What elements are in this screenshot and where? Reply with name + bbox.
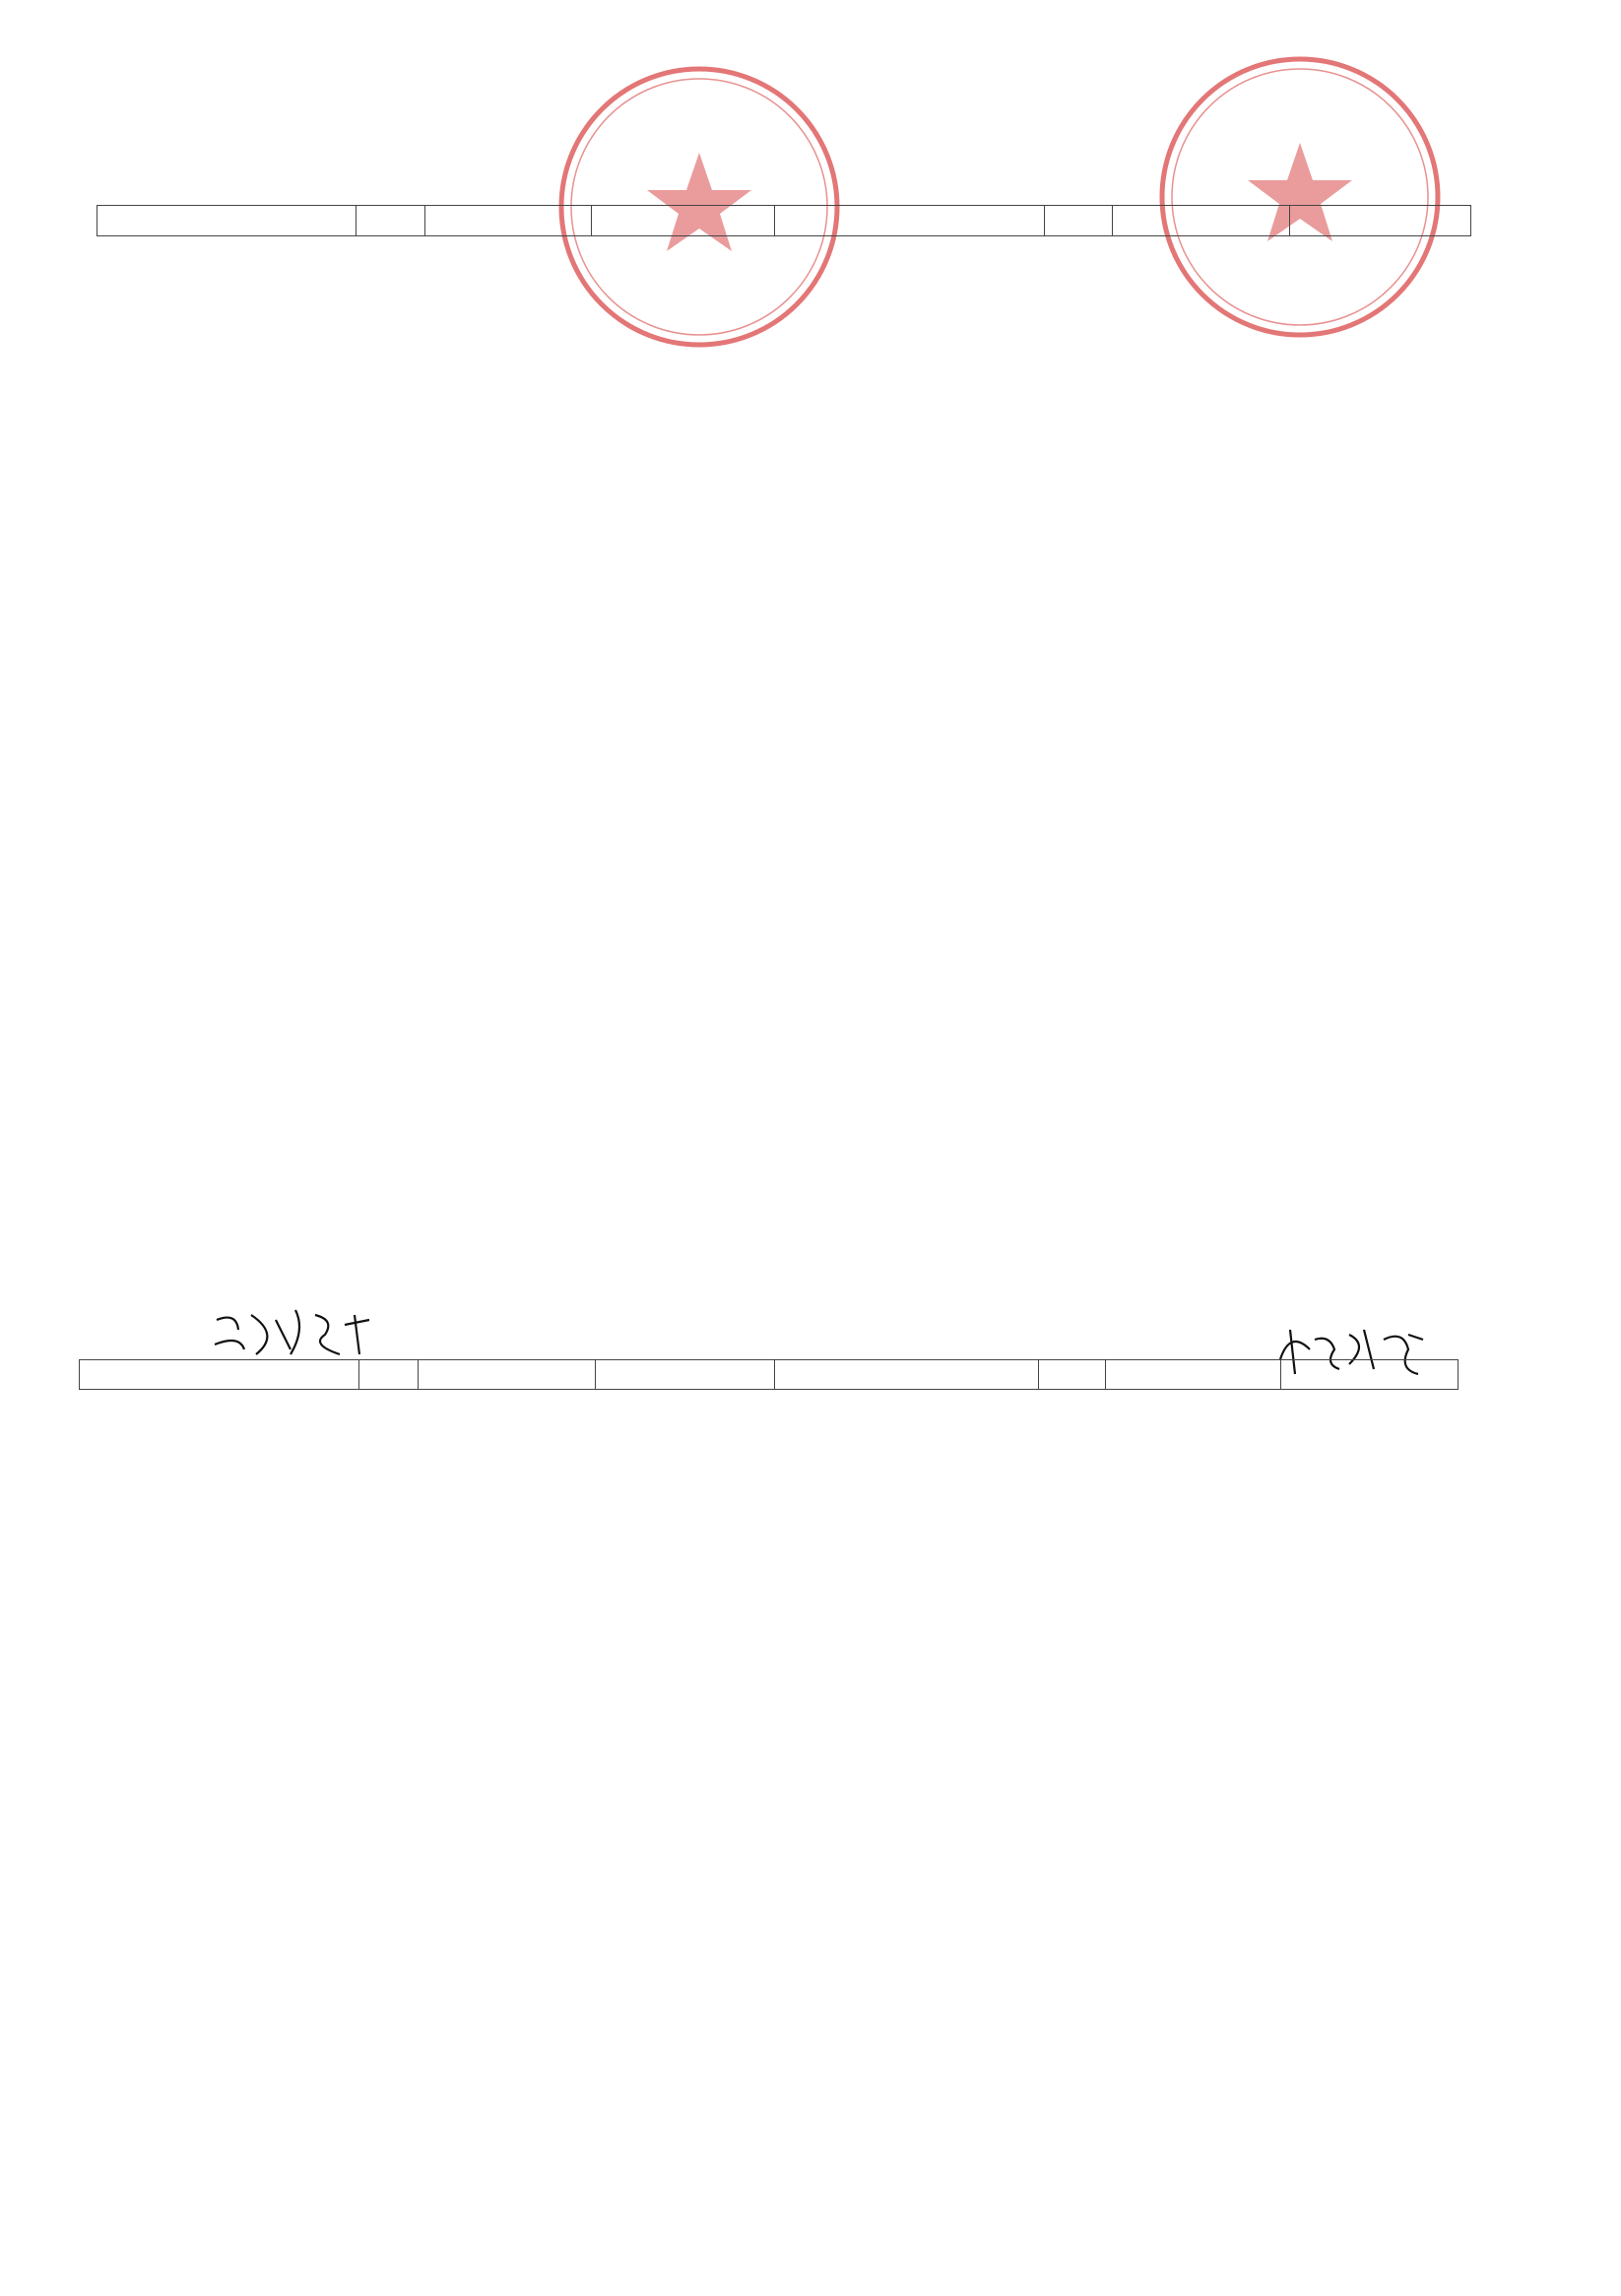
col-item-right — [775, 206, 1045, 236]
col-ytd-right — [1281, 1360, 1459, 1390]
col-seq — [359, 1360, 419, 1390]
income-table-top — [97, 205, 1471, 236]
col-item — [97, 206, 357, 236]
table-header-row — [97, 206, 1471, 236]
table-header-row — [80, 1360, 1459, 1390]
col-seq-right — [1044, 206, 1112, 236]
col-current — [424, 206, 592, 236]
col-current — [419, 1360, 596, 1390]
col-current-right — [1106, 1360, 1281, 1390]
col-ytd — [596, 1360, 775, 1390]
col-seq-right — [1039, 1360, 1106, 1390]
col-item-right — [775, 1360, 1039, 1390]
col-item — [80, 1360, 359, 1390]
col-ytd — [592, 206, 775, 236]
col-ytd-right — [1290, 206, 1471, 236]
col-seq — [357, 206, 424, 236]
town-seal — [1152, 49, 1448, 345]
col-current-right — [1113, 206, 1290, 236]
income-table-bottom — [79, 1359, 1459, 1390]
